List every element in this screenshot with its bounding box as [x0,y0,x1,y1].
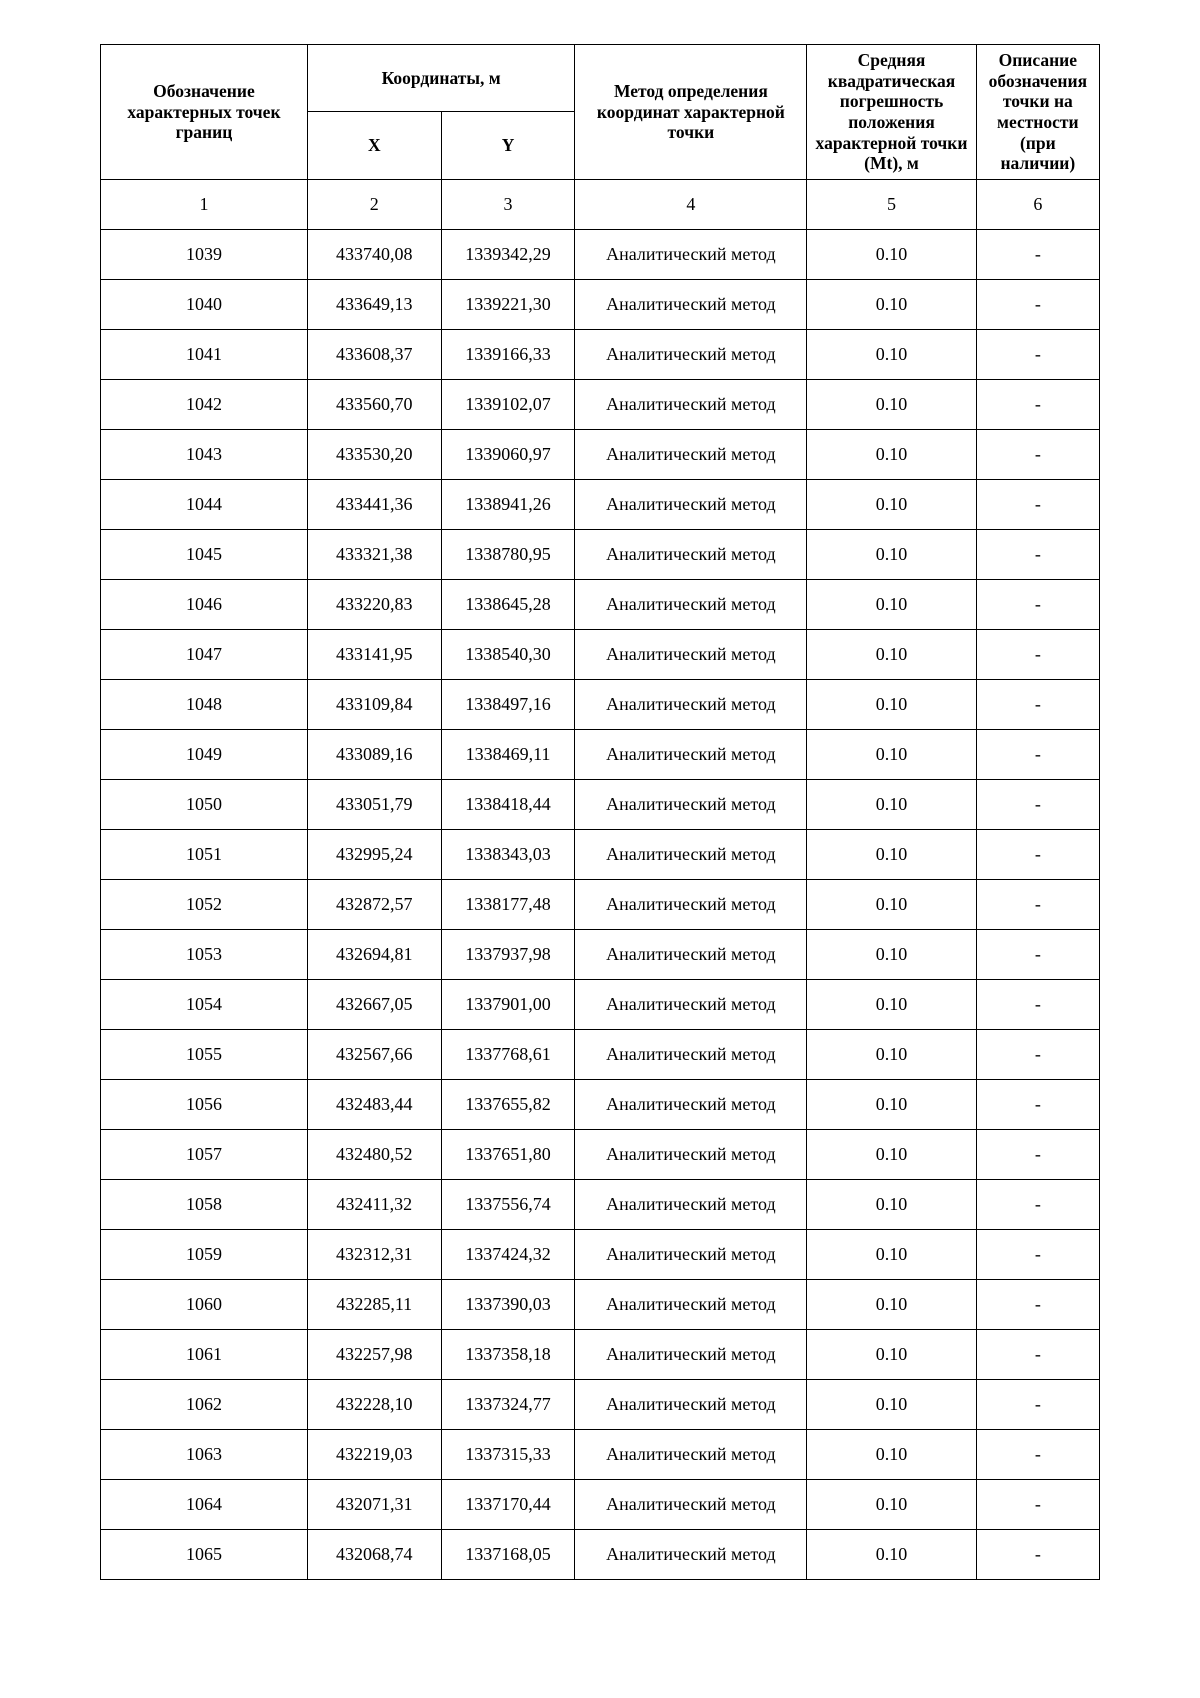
header-row-numbers [101,179,1100,229]
header-mean-square-error: Средняя квадратическая погрешность положения характерной точки (Mt), м [807,45,976,180]
column-number-5: 5 [807,179,976,229]
method-value: Аналитический метод [575,1079,807,1129]
point-number: 1061 [101,1329,308,1379]
table-row [101,1179,1100,1229]
point-number: 1054 [101,979,308,1029]
coordinate-x: 432411,32 [307,1179,441,1229]
mt-value: 0.10 [807,1229,976,1279]
mt-value: 0.10 [807,429,976,479]
point-number: 1039 [101,229,308,279]
coordinate-y: 1337768,61 [441,1029,575,1079]
description-value: - [976,1379,1099,1429]
table-row [101,929,1100,979]
point-number: 1053 [101,929,308,979]
header-y: Y [441,112,575,179]
method-value: Аналитический метод [575,479,807,529]
method-value: Аналитический метод [575,1029,807,1079]
table-row [101,479,1100,529]
coordinate-y: 1337651,80 [441,1129,575,1179]
coordinate-y: 1338177,48 [441,879,575,929]
description-value: - [976,429,1099,479]
point-number: 1050 [101,779,308,829]
point-number: 1045 [101,529,308,579]
table-row [101,1229,1100,1279]
coordinate-x: 433530,20 [307,429,441,479]
point-number: 1057 [101,1129,308,1179]
mt-value: 0.10 [807,1479,976,1529]
coordinate-x: 433740,08 [307,229,441,279]
description-value: - [976,1229,1099,1279]
coordinate-y: 1337390,03 [441,1279,575,1329]
method-value: Аналитический метод [575,729,807,779]
header-x: X [307,112,441,179]
method-value: Аналитический метод [575,879,807,929]
header-row-titles [101,45,1100,112]
method-value: Аналитический метод [575,229,807,279]
point-number: 1059 [101,1229,308,1279]
coordinate-y: 1338645,28 [441,579,575,629]
coordinate-x: 432995,24 [307,829,441,879]
coordinate-y: 1338941,26 [441,479,575,529]
mt-value: 0.10 [807,1179,976,1229]
description-value: - [976,1429,1099,1479]
description-value: - [976,579,1099,629]
table-row [101,279,1100,329]
description-value: - [976,329,1099,379]
method-value: Аналитический метод [575,1329,807,1379]
method-value: Аналитический метод [575,279,807,329]
method-value: Аналитический метод [575,829,807,879]
table-row [101,679,1100,729]
table-row [101,979,1100,1029]
description-value: - [976,829,1099,879]
mt-value: 0.10 [807,929,976,979]
point-number: 1043 [101,429,308,479]
mt-value: 0.10 [807,1429,976,1479]
mt-value: 0.10 [807,629,976,679]
mt-value: 0.10 [807,579,976,629]
mt-value: 0.10 [807,979,976,1029]
table-row [101,1429,1100,1479]
method-value: Аналитический метод [575,629,807,679]
table-row [101,829,1100,879]
description-value: - [976,379,1099,429]
point-number: 1063 [101,1429,308,1479]
table-body [101,229,1100,1579]
coordinate-y: 1338469,11 [441,729,575,779]
point-number: 1055 [101,1029,308,1079]
method-value: Аналитический метод [575,1379,807,1429]
coordinate-y: 1337358,18 [441,1329,575,1379]
mt-value: 0.10 [807,1379,976,1429]
table-row [101,1079,1100,1129]
coordinate-x: 433441,36 [307,479,441,529]
table-row [101,1379,1100,1429]
point-number: 1062 [101,1379,308,1429]
description-value: - [976,1029,1099,1079]
coordinate-x: 432228,10 [307,1379,441,1429]
coordinate-x: 432480,52 [307,1129,441,1179]
coordinate-x: 432257,98 [307,1329,441,1379]
mt-value: 0.10 [807,1029,976,1079]
method-value: Аналитический метод [575,1429,807,1479]
mt-value: 0.10 [807,229,976,279]
method-value: Аналитический метод [575,679,807,729]
method-value: Аналитический метод [575,379,807,429]
mt-value: 0.10 [807,379,976,429]
mt-value: 0.10 [807,779,976,829]
table-row [101,379,1100,429]
coordinate-x: 432667,05 [307,979,441,1029]
coordinate-y: 1337324,77 [441,1379,575,1429]
coordinate-x: 433089,16 [307,729,441,779]
coordinate-y: 1338497,16 [441,679,575,729]
coordinate-x: 432219,03 [307,1429,441,1479]
point-number: 1060 [101,1279,308,1329]
table-header [101,45,1100,230]
coordinate-x: 433220,83 [307,579,441,629]
table-row [101,1029,1100,1079]
point-number: 1058 [101,1179,308,1229]
description-value: - [976,229,1099,279]
method-value: Аналитический метод [575,779,807,829]
coordinate-x: 432872,57 [307,879,441,929]
coordinate-x: 432694,81 [307,929,441,979]
coordinate-y: 1339342,29 [441,229,575,279]
header-method: Метод определения координат характерной точки [575,45,807,180]
coordinate-y: 1337315,33 [441,1429,575,1479]
table-row [101,1279,1100,1329]
method-value: Аналитический метод [575,1479,807,1529]
header-description: Описание обозначения точки на местности (при наличии) [976,45,1099,180]
table-row [101,329,1100,379]
coordinate-y: 1339060,97 [441,429,575,479]
coordinate-x: 432567,66 [307,1029,441,1079]
column-number-3: 3 [441,179,575,229]
coordinate-y: 1337170,44 [441,1479,575,1529]
coordinate-y: 1339166,33 [441,329,575,379]
table-row [101,879,1100,929]
table-row [101,429,1100,479]
mt-value: 0.10 [807,1079,976,1129]
mt-value: 0.10 [807,479,976,529]
method-value: Аналитический метод [575,529,807,579]
method-value: Аналитический метод [575,329,807,379]
point-number: 1040 [101,279,308,329]
point-number: 1044 [101,479,308,529]
description-value: - [976,1329,1099,1379]
point-number: 1048 [101,679,308,729]
table-row [101,529,1100,579]
mt-value: 0.10 [807,729,976,779]
table-row [101,629,1100,679]
point-number: 1049 [101,729,308,779]
coordinate-y: 1337168,05 [441,1529,575,1579]
point-number: 1064 [101,1479,308,1529]
description-value: - [976,1079,1099,1129]
coordinate-y: 1338540,30 [441,629,575,679]
mt-value: 0.10 [807,1279,976,1329]
point-number: 1047 [101,629,308,679]
coordinate-x: 433321,38 [307,529,441,579]
point-number: 1052 [101,879,308,929]
method-value: Аналитический метод [575,979,807,1029]
method-value: Аналитический метод [575,1229,807,1279]
description-value: - [976,529,1099,579]
coordinates-table [100,44,1100,1580]
table-row [101,579,1100,629]
coordinate-x: 432071,31 [307,1479,441,1529]
mt-value: 0.10 [807,1329,976,1379]
coordinate-y: 1337424,32 [441,1229,575,1279]
point-number: 1042 [101,379,308,429]
coordinate-x: 433109,84 [307,679,441,729]
method-value: Аналитический метод [575,1279,807,1329]
method-value: Аналитический метод [575,1129,807,1179]
column-number-2: 2 [307,179,441,229]
mt-value: 0.10 [807,329,976,379]
coordinate-x: 432483,44 [307,1079,441,1129]
point-number: 1046 [101,579,308,629]
method-value: Аналитический метод [575,1529,807,1579]
description-value: - [976,1479,1099,1529]
description-value: - [976,779,1099,829]
description-value: - [976,1129,1099,1179]
table-row [101,779,1100,829]
description-value: - [976,979,1099,1029]
description-value: - [976,1529,1099,1579]
column-number-6: 6 [976,179,1099,229]
coordinate-y: 1338418,44 [441,779,575,829]
method-value: Аналитический метод [575,1179,807,1229]
coordinate-y: 1338343,03 [441,829,575,879]
coordinate-x: 433141,95 [307,629,441,679]
coordinate-y: 1337937,98 [441,929,575,979]
description-value: - [976,1179,1099,1229]
mt-value: 0.10 [807,279,976,329]
description-value: - [976,929,1099,979]
coordinate-x: 432285,11 [307,1279,441,1329]
point-number: 1065 [101,1529,308,1579]
mt-value: 0.10 [807,1129,976,1179]
coordinate-x: 432068,74 [307,1529,441,1579]
header-coordinates: Координаты, м [307,45,575,112]
description-value: - [976,629,1099,679]
coordinate-x: 432312,31 [307,1229,441,1279]
method-value: Аналитический метод [575,429,807,479]
description-value: - [976,879,1099,929]
description-value: - [976,679,1099,729]
coordinate-y: 1337901,00 [441,979,575,1029]
table-row [101,1529,1100,1579]
column-number-1: 1 [101,179,308,229]
coordinate-y: 1337655,82 [441,1079,575,1129]
point-number: 1056 [101,1079,308,1129]
coordinate-y: 1339102,07 [441,379,575,429]
description-value: - [976,729,1099,779]
mt-value: 0.10 [807,1529,976,1579]
description-value: - [976,479,1099,529]
coordinate-y: 1338780,95 [441,529,575,579]
header-point-designation: Обозначение характерных точек границ [101,45,308,180]
point-number: 1051 [101,829,308,879]
column-number-4: 4 [575,179,807,229]
mt-value: 0.10 [807,879,976,929]
method-value: Аналитический метод [575,929,807,979]
coordinate-x: 433051,79 [307,779,441,829]
table-row [101,1479,1100,1529]
mt-value: 0.10 [807,529,976,579]
coordinate-y: 1337556,74 [441,1179,575,1229]
description-value: - [976,279,1099,329]
coordinate-y: 1339221,30 [441,279,575,329]
point-number: 1041 [101,329,308,379]
table-row [101,1129,1100,1179]
mt-value: 0.10 [807,679,976,729]
coordinate-x: 433560,70 [307,379,441,429]
coordinate-x: 433649,13 [307,279,441,329]
table-row [101,729,1100,779]
method-value: Аналитический метод [575,579,807,629]
coordinate-x: 433608,37 [307,329,441,379]
table-row [101,229,1100,279]
mt-value: 0.10 [807,829,976,879]
description-value: - [976,1279,1099,1329]
table-row [101,1329,1100,1379]
